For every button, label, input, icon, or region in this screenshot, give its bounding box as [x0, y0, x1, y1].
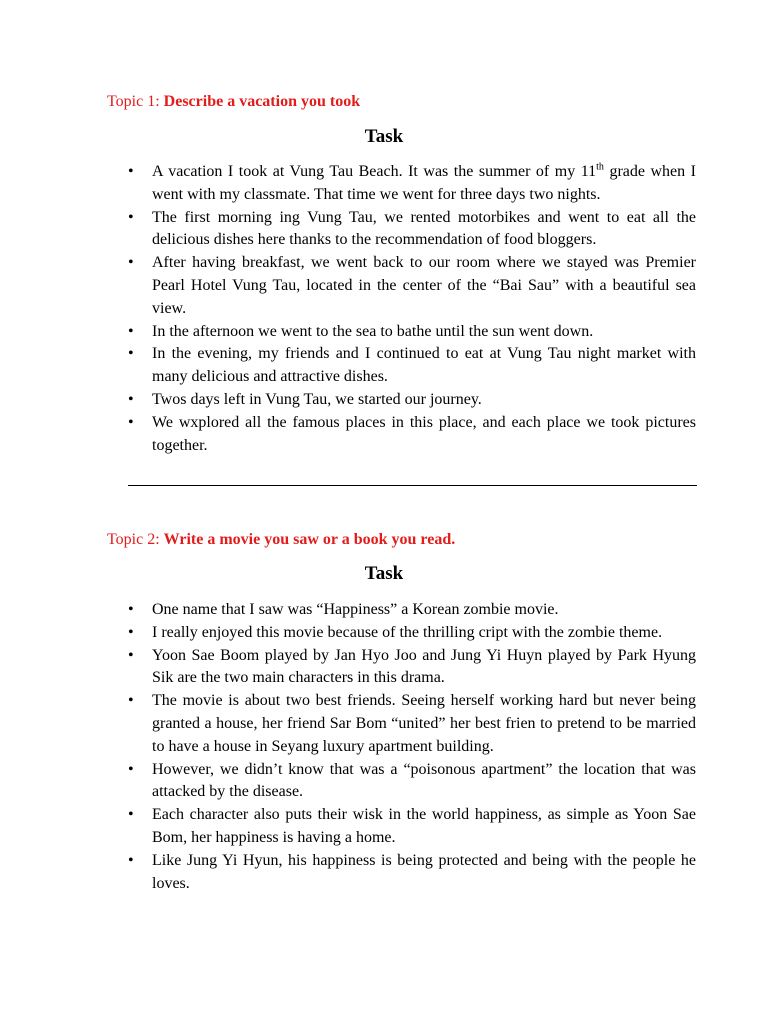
list-item: • Yoon Sae Boom played by Jan Hyo Joo and Jung Yi Huyn played by Park Hyung Sik are the two main characters in this drama.	[128, 645, 696, 691]
list-item: • In the evening, my friends and I continued to eat at Vung Tau night market with many delicious and attractive dishes.	[128, 343, 696, 389]
list-item: • The first morning ing Vung Tau, we rented motorbikes and went to eat all the delicious dishes here thanks to the recommendation of food bloggers.	[128, 207, 696, 253]
list-item: • After having breakfast, we went back to our room where we stayed was Premier Pearl Hotel Vung Tau, located in the center of the “Bai Sau” with a beautiful sea view.	[128, 252, 696, 320]
section-divider	[128, 485, 697, 486]
list-item-text: grade when I went with my classmate. That time we went for three days two nights.	[152, 163, 696, 203]
topic-2-heading	[107, 531, 455, 549]
list-item: • In the afternoon we went to the sea to bathe until the sun went down.	[128, 321, 696, 344]
superscript: th	[596, 161, 604, 173]
list-item: • Twos days left in Vung Tau, we started our journey.	[128, 389, 696, 412]
task-heading-2: Task	[364, 563, 404, 584]
topic-1-heading	[107, 93, 360, 111]
topic-1-list	[128, 161, 696, 457]
topic-2-title: Write a movie you saw or a book you read.	[163, 531, 456, 548]
list-item-text: A vacation I took at Vung Tau Beach. It was the summer of my 11	[152, 163, 597, 180]
list-item: • The movie is about two best friends. Seeing herself working hard but never being granted a house, her friend Sar Bom “united” her best frien to pretend to be married to have a house in Seyang luxury apartment building.	[128, 690, 696, 758]
list-item: • Each character also puts their wisk in the world happiness, as simple as Yoon Sae Bom, her happiness is having a home.	[128, 804, 696, 850]
list-item	[128, 161, 696, 207]
topic-1-title: Describe a vacation you took	[163, 93, 361, 110]
list-item: • I really enjoyed this movie because of the thrilling cript with the zombie theme.	[128, 622, 696, 645]
topic-1-label: Topic 1:	[107, 93, 164, 110]
topic-2-label: Topic 2:	[107, 531, 164, 548]
list-item: • However, we didn’t know that was a “poisonous apartment” the location that was attacked by the disease.	[128, 759, 696, 805]
list-item: • Like Jung Yi Hyun, his happiness is being protected and being with the people he loves.	[128, 850, 696, 896]
topic-2-list	[128, 599, 696, 895]
task-heading-1: Task	[364, 126, 404, 147]
list-item: • We wxplored all the famous places in this place, and each place we took pictures together.	[128, 412, 696, 458]
list-item: • One name that I saw was “Happiness” a Korean zombie movie.	[128, 599, 696, 622]
